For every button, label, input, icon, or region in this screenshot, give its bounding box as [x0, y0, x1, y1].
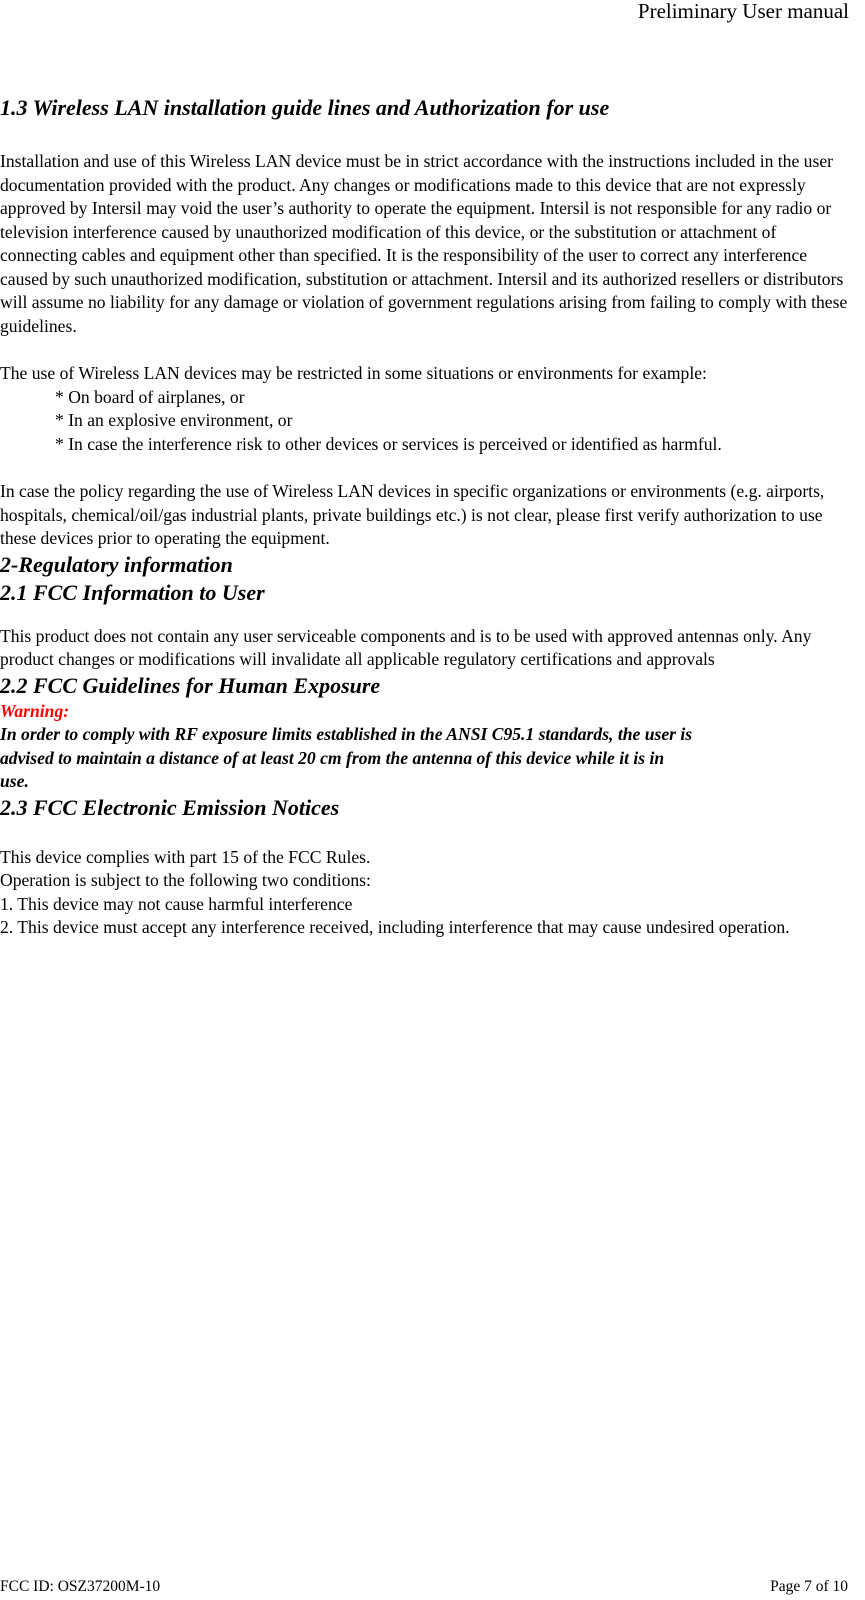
document-body — [0, 94, 855, 940]
fcc-id: FCC ID: OSZ37200M-10 — [0, 1578, 161, 1595]
warning-line-2: advised to maintain a distance of at least 20 cm from the antenna of this device while it is in — [0, 747, 665, 768]
emission-line: 2. This device must accept any interference received, including interference that may cause undesired operation. — [0, 917, 790, 937]
emission-notices — [0, 846, 855, 940]
installation-paragraph: Installation and use of this Wireless LAN device must be in strict accordance with the instructions included in the user documentation provided with the product. Any changes or modifications made to this device that are not expressly approved by Intersil may void the user’s authority to operate the equipment. Intersil is not responsible for any radio or television interference caused by unauthorized modification of this device, or the substitution or attachment of connecting cables and equipment other than specified. It is the responsibility of the user to correct any interference caused by such unauthorized modification, substitution or attachment. Intersil and its authorized resellers or distributors will assume no liability for any damage or violation of government regulations arising from failing to comply with these guidelines. — [0, 151, 848, 336]
restriction-list — [0, 386, 855, 457]
section-2-heading: 2-Regulatory information — [0, 551, 233, 577]
policy-paragraph: In case the policy regarding the use of Wireless LAN devices in specific organizations or environments (e.g. airports, hospitals, chemical/oil/gas industrial plants, private buildings etc.) is not clear, please first verify authorization to use these devices prior to operating the equipment. — [0, 481, 825, 548]
section-2-2-heading: 2.2 FCC Guidelines for Human Exposure — [0, 672, 381, 698]
emission-line: Operation is subject to the following two conditions: — [0, 870, 371, 890]
warning-line-3: use. — [0, 771, 29, 791]
page-number: Page 7 of 10 — [770, 1578, 848, 1595]
section-2-3-heading: 2.3 FCC Electronic Emission Notices — [0, 794, 340, 820]
section-2-1-heading: 2.1 FCC Information to User — [0, 579, 265, 605]
list-item: * On board of airplanes, or — [55, 386, 245, 407]
emission-line: 1. This device may not cause harmful interference — [0, 893, 353, 914]
warning-label: Warning: — [0, 700, 70, 721]
warning-line-1: In order to comply with RF exposure limits established in the ANSI C95.1 standards, the user is — [0, 724, 693, 744]
fcc-user-info-paragraph: This product does not contain any user serviceable components and is to be used with approved antennas only. Any product changes or modifications will invalidate all applicable regulatory certifications and approvals — [0, 625, 812, 669]
header-title: Preliminary User manual — [637, 0, 849, 23]
list-item: * In an explosive environment, or — [55, 410, 293, 430]
list-item: * In case the interference risk to other devices or services is perceived or identified as harmful. — [55, 433, 722, 454]
emission-line: This device complies with part 15 of the FCC Rules. — [0, 846, 371, 867]
restriction-intro: The use of Wireless LAN devices may be restricted in some situations or environments for example: — [0, 363, 707, 383]
section-1-3-heading: 1.3 Wireless LAN installation guide lines and Authorization for use — [0, 95, 610, 120]
